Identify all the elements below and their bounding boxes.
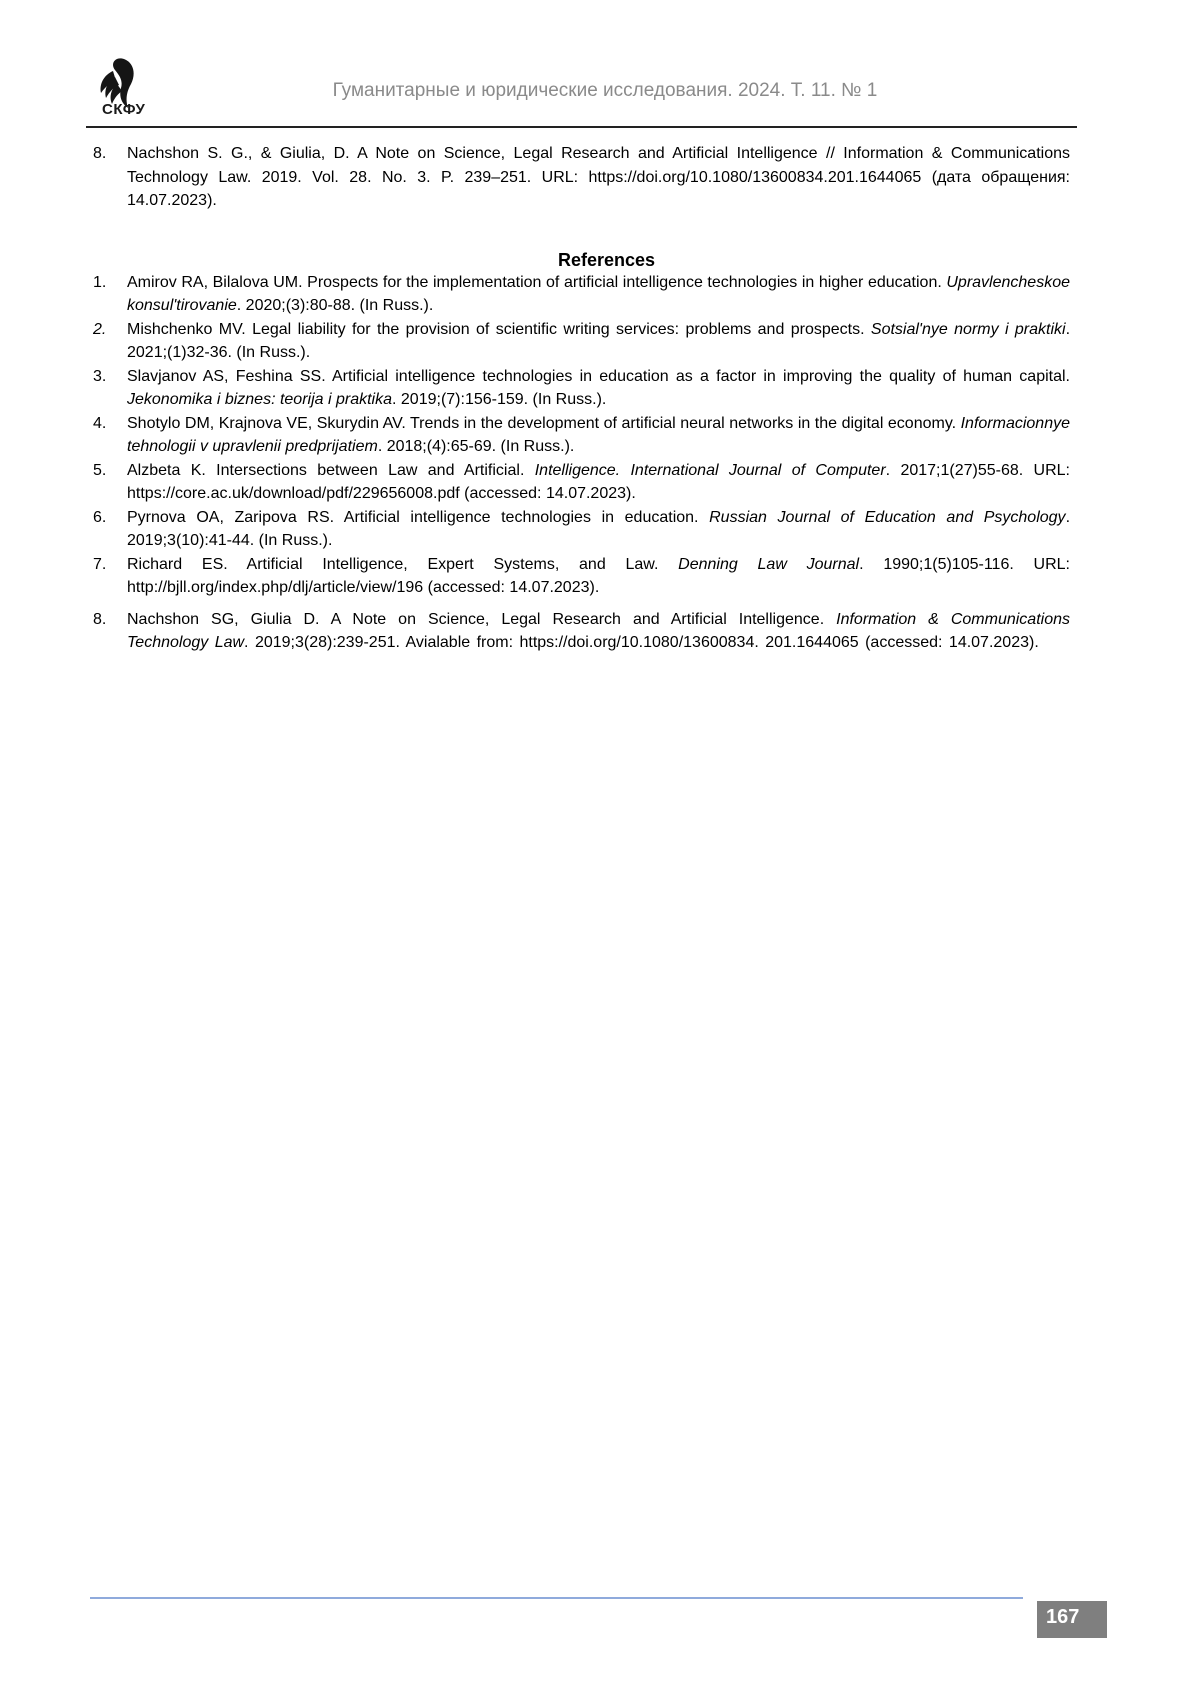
- reference-text-segment: Nachshon S. G., & Giulia, D. A Note on Science, Legal Research and Artificial Intelligence // Information & Communications Technology Law. 2019. Vol. 28. No. 3. P. 239–251. URL: https://doi.org/10.1080/13600834.201.1644065 (дата обращения: 14.07.2023).: [127, 145, 1070, 209]
- reference-item: [93, 412, 1070, 459]
- reference-text: [127, 321, 1070, 362]
- page-number-badge: [1037, 1601, 1107, 1638]
- reference-text-segment: . 1990;1(5)105-116. URL: http://bjll.org/index.php/dlj/article/view/196 (accessed: 14.07.2023).: [127, 555, 1070, 596]
- reference-text: [127, 462, 1070, 503]
- reference-text: [127, 509, 1070, 550]
- reference-source-italic: Sotsial'nye normy i praktiki: [870, 320, 1066, 338]
- reference-source-italic: Upravlencheskoe konsul'tirovanie: [127, 273, 1070, 314]
- reference-source-italic: Denning Law Journal: [678, 555, 860, 573]
- reference-text: [127, 415, 1070, 456]
- reference-item: [93, 506, 1071, 553]
- reference-item: [93, 553, 1070, 600]
- references-list: [93, 271, 1070, 655]
- reference-number: 3.: [93, 367, 107, 385]
- reference-source-italic: Informacionnye tehnologii v upravlenii predprijatiem: [127, 414, 1070, 455]
- reference-number: 6.: [93, 508, 107, 526]
- reference-text-segment: Mishchenko MV. Legal liability for the provision of scientific writing services: problems and prospects.: [127, 320, 871, 338]
- reference-text-segment: Alzbeta K. Intersections between Law and Artificial.: [127, 461, 535, 479]
- references-content: [93, 142, 1070, 655]
- reference-item: [93, 459, 1071, 506]
- reference-text-segment: Pyrnova OA, Zaripova RS. Artificial intelligence technologies in education.: [127, 508, 710, 526]
- reference-text-segment: Nachshon SG, Giulia D. A Note on Science, Legal Research and Artificial Intelligence.: [127, 610, 837, 628]
- reference-text: [127, 556, 1070, 597]
- reference-text-segment: . 2017;1(27)55-68. URL: https://core.ac.uk/download/pdf/229656008.pdf (accessed: 14.07.2023).: [127, 461, 1071, 502]
- reference-item: [93, 365, 1070, 412]
- reference-text-segment: Richard ES. Artificial Intelligence, Expert Systems, and Law.: [127, 555, 679, 573]
- footer-rule: [90, 1597, 1023, 1599]
- logo-text: СКФУ: [102, 101, 146, 118]
- reference-item: [93, 608, 1070, 655]
- reference-text-segment: . 2019;3(10):41-44. (In Russ.).: [127, 508, 1071, 549]
- reference-item: [93, 142, 1070, 213]
- reference-number: 8.: [93, 610, 107, 628]
- reference-text-segment: Shotylo DM, Krajnova VE, Skurydin AV. Trends in the development of artificial neural networks in the digital economy.: [127, 414, 961, 432]
- continued-reference-list: [93, 142, 1070, 213]
- references-heading: References: [557, 249, 656, 270]
- reference-number: 2.: [93, 320, 107, 338]
- journal-title: Гуманитарные и юридические исследования. 2024. Т. 11. № 1: [332, 80, 878, 101]
- reference-text: [127, 145, 1070, 209]
- reference-text-segment: Slavjanov AS, Feshina SS. Artificial intelligence technologies in education as a factor in improving the quality of human capital.: [127, 367, 1070, 385]
- reference-number: 4.: [93, 414, 107, 432]
- reference-number: 1.: [93, 273, 107, 291]
- reference-text: [127, 611, 1070, 652]
- reference-text-segment: . 2019;(7):156-159. (In Russ.).: [392, 391, 607, 408]
- page-number: 167: [1046, 1606, 1080, 1628]
- reference-text-segment: . 2020;(3):80-88. (In Russ.).: [236, 297, 434, 314]
- reference-source-italic: Jekonomika i biznes: teorija i praktika: [127, 391, 393, 408]
- reference-text: [127, 274, 1070, 315]
- reference-number: 5.: [93, 461, 107, 479]
- reference-text: [127, 368, 1070, 409]
- reference-source-italic: Information & Communications Technology Law: [127, 610, 1070, 651]
- header-rule: [86, 126, 1077, 128]
- reference-item: [93, 271, 1070, 318]
- reference-source-italic: Intelligence. International Journal of Computer: [534, 461, 886, 479]
- reference-number: 7.: [93, 555, 107, 573]
- reference-text-segment: . 2018;(4):65-69. (In Russ.).: [377, 438, 575, 455]
- reference-source-italic: Russian Journal of Education and Psychology: [709, 508, 1066, 526]
- reference-number: 8.: [93, 145, 107, 162]
- reference-text-segment: . 2019;3(28):239-251. Avialable from: https://doi.org/10.1080/13600834. 201.1644065 (accessed: 14.07.2023).: [244, 634, 1039, 651]
- reference-text-segment: . 2021;(1)32-36. (In Russ.).: [127, 320, 1071, 361]
- reference-text-segment: Amirov RA, Bilalova UM. Prospects for the implementation of artificial intelligence technologies in higher education.: [127, 273, 947, 291]
- reference-item: [93, 318, 1071, 365]
